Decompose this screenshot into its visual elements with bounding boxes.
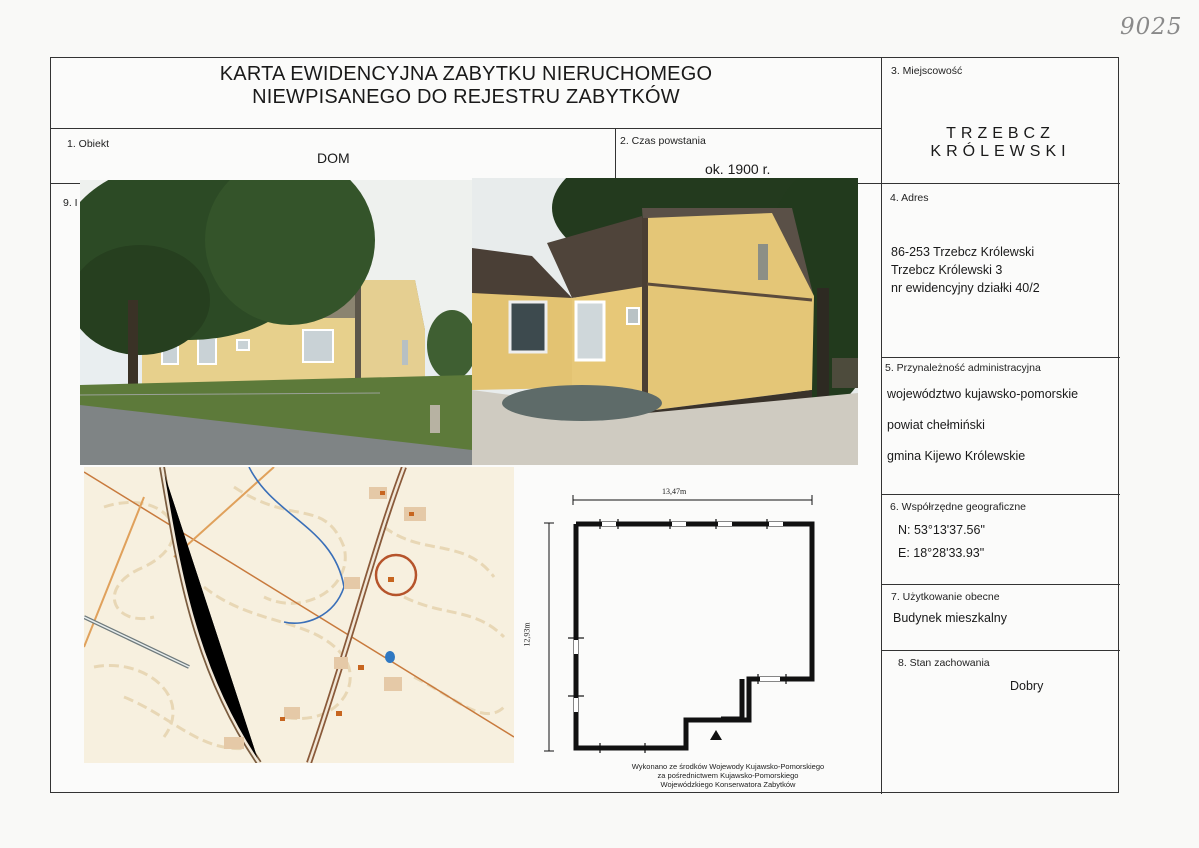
coords-label: 6. Współrzędne geograficzne [890,501,1026,513]
admin-label: 5. Przynależność administracyjna [885,362,1041,374]
state-label: 8. Stan zachowania [898,657,990,669]
locality-name [883,125,1118,161]
coords-cell [881,495,1120,585]
locality-cell [881,58,1120,184]
locality-label: 3. Miejscowość [891,65,963,77]
illustrations-label: 9. I [63,197,78,209]
object-cell [51,128,616,184]
address-line1: 86-253 Trzebcz Królewski [891,245,1035,259]
address-line2: Trzebcz Królewski 3 [891,263,1003,277]
admin-line1: województwo kujawsko-pomorskie [887,387,1079,401]
object-label: 1. Obiekt [67,138,110,150]
plan-width-dimension: 13,47m [662,487,687,496]
admin-line2: powiat chełmiński [887,418,985,432]
funding-line1: Wykonano ze środków Wojewody Kujawsko-Pomorskiego [631,762,825,771]
object-value: DOM [317,150,350,166]
photo-house-side [472,178,858,465]
location-map [84,467,514,763]
address-line3: nr ewidencyjny działki 40/2 [891,281,1040,295]
use-value: Budynek mieszkalny [893,611,1007,625]
time-value: ok. 1900 r. [705,161,771,177]
time-label: 2. Czas powstania [620,135,706,147]
card-title-line1: KARTA EWIDENCYJNA ZABYTKU NIERUCHOMEGO [219,63,713,85]
coords-north: N: 53°13'37.56" [898,523,985,537]
address-cell [881,184,1120,358]
photo-house-front [80,180,472,465]
funding-note [578,762,878,789]
state-value: Dobry [1010,679,1044,693]
locality-line1: TRZEBCZ [946,125,1055,142]
handwritten-number: 9025 [1120,14,1183,40]
locality-line2: KRÓLEWSKI [930,143,1071,160]
state-cell [881,651,1120,794]
use-cell [881,585,1120,651]
admin-cell [881,358,1120,495]
floor-plan [520,468,860,764]
funding-line3: Wojewódzkiego Konserwatora Zabytków [660,780,796,789]
funding-line2: za pośrednictwem Kujawsko-Pomorskiego [657,771,799,780]
title-cell [51,58,882,129]
plan-height-dimension: 12,93m [522,622,532,647]
card-title-line2: NIEWPISANEGO DO REJESTRU ZABYTKÓW [252,86,680,108]
admin-line3: gmina Kijewo Królewskie [887,449,1026,463]
coords-east: E: 18°28'33.93" [898,546,985,560]
time-cell [616,128,882,184]
address-label: 4. Adres [890,192,929,204]
use-label: 7. Użytkowanie obecne [891,591,1000,603]
card-title [51,63,881,109]
